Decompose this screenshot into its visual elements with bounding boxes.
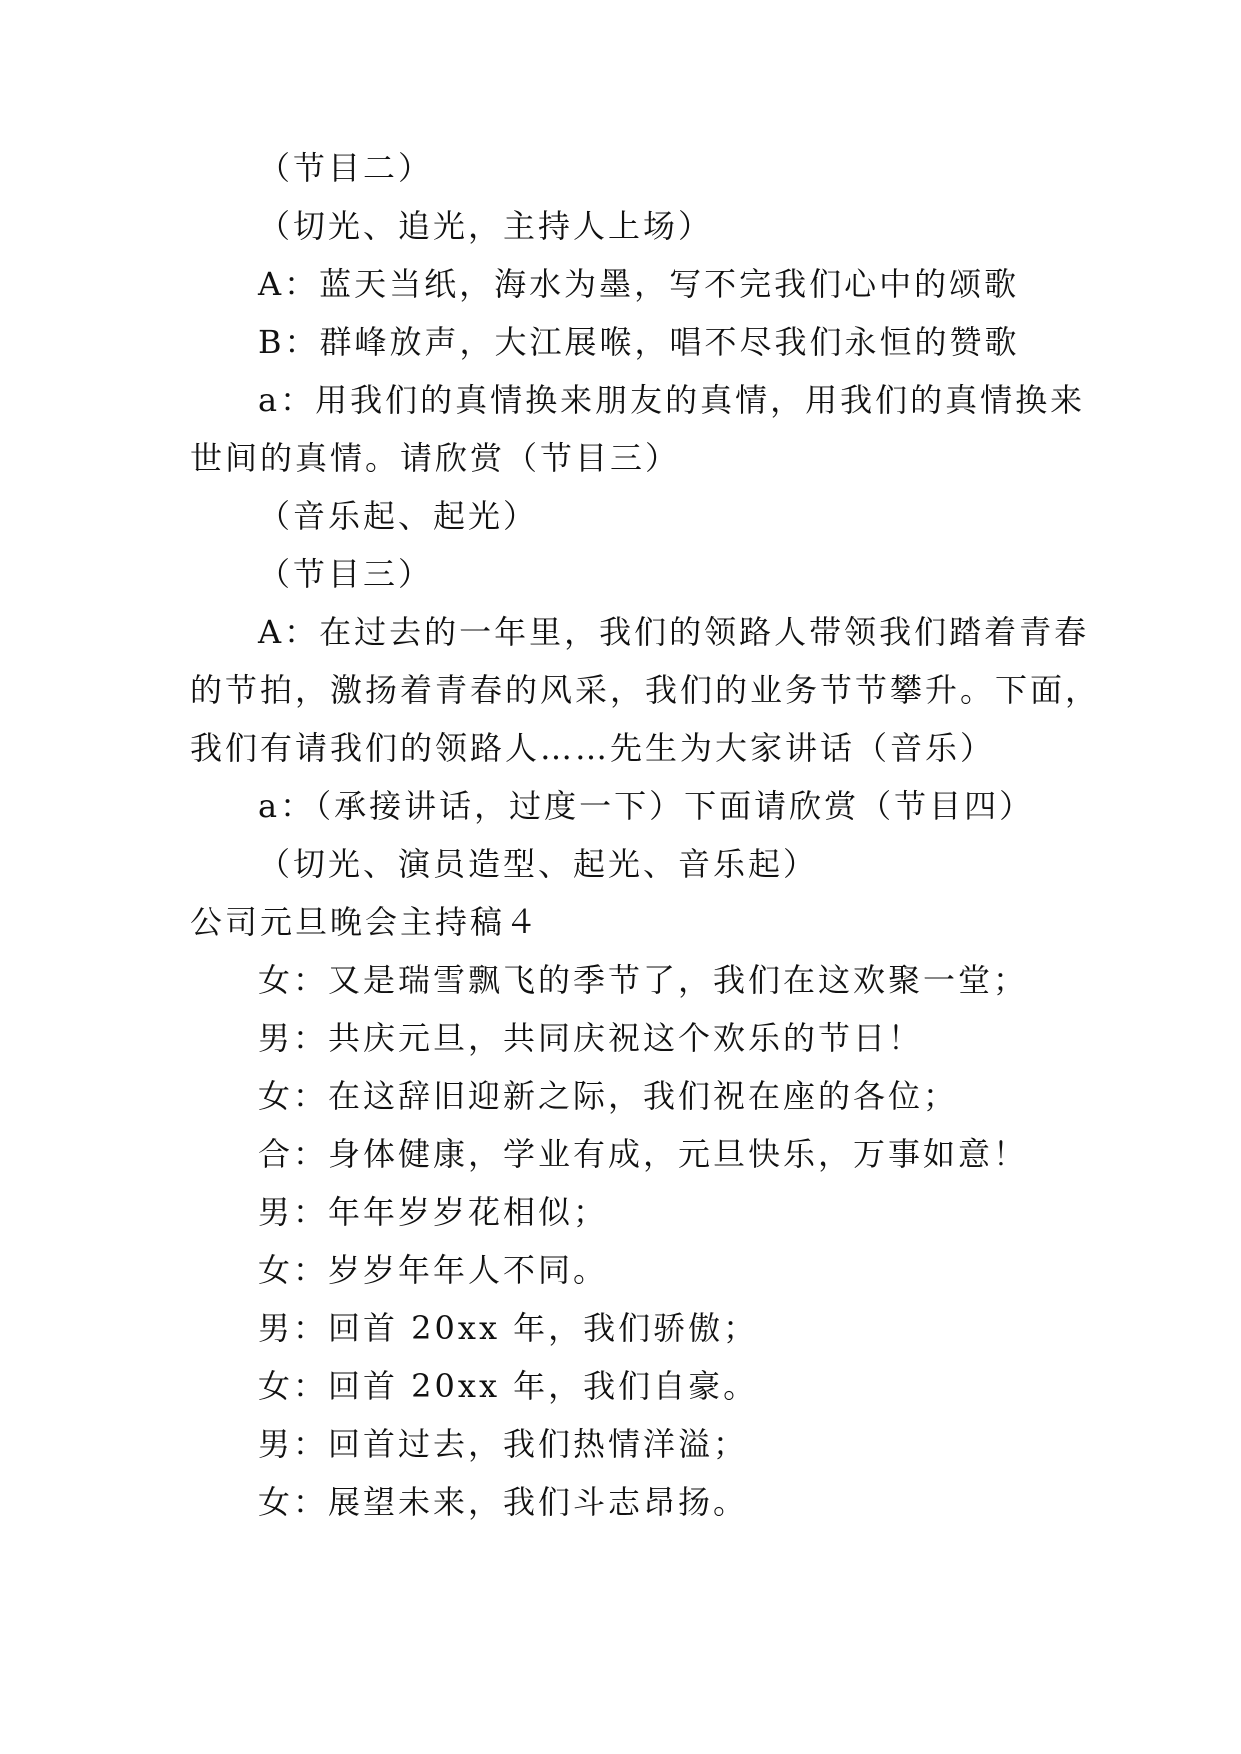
male-host-line-2: 男：年年岁岁花相似；	[258, 1193, 609, 1231]
section-heading: 公司元旦晚会主持稿４	[190, 903, 541, 941]
program-three-cue: （节目三）	[258, 555, 434, 593]
host-a-lower-transition-line: a：（承接讲话，过度一下）下面请欣赏（节目四）	[258, 787, 1035, 825]
host-a-line: A：蓝天当纸，海水为墨，写不完我们心中的颂歌	[258, 265, 1020, 303]
together-line: 合：身体健康，学业有成，元旦快乐，万事如意！	[258, 1135, 1029, 1173]
male-host-line-3: 男：回首 20xx 年，我们骄傲；	[258, 1309, 759, 1347]
female-host-line-3: 女：岁岁年年人不同。	[258, 1251, 609, 1289]
host-a-speech-line-continued-1: 的节拍，激扬着青春的风采，我们的业务节节攀升。下面，	[190, 671, 1101, 709]
lighting-cue: （切光、追光，主持人上场）	[258, 207, 714, 245]
female-host-line-4: 女：回首 20xx 年，我们自豪。	[258, 1367, 759, 1405]
male-host-line-4: 男：回首过去，我们热情洋溢；	[258, 1425, 749, 1463]
host-a-lower-line: a：用我们的真情换来朋友的真情，用我们的真情换来	[258, 381, 1086, 419]
male-host-line-1: 男：共庆元旦，共同庆祝这个欢乐的节日！	[258, 1019, 924, 1057]
host-a-lower-line-continued: 世间的真情。请欣赏（节目三）	[190, 439, 681, 477]
stage-cue: （切光、演员造型、起光、音乐起）	[258, 845, 819, 883]
program-two-cue: （节目二）	[258, 149, 434, 187]
female-host-line-2: 女：在这辞旧迎新之际，我们祝在座的各位；	[258, 1077, 959, 1115]
host-b-line: B：群峰放声，大江展喉，唱不尽我们永恒的赞歌	[258, 323, 1020, 361]
host-a-speech-line-continued-2: 我们有请我们的领路人……先生为大家讲话（音乐）	[190, 729, 996, 767]
female-host-line-1: 女：又是瑞雪飘飞的季节了，我们在这欢聚一堂；	[258, 961, 1029, 999]
female-host-line-5: 女：展望未来，我们斗志昂扬。	[258, 1483, 749, 1521]
host-a-speech-line: A：在过去的一年里，我们的领路人带领我们踏着青春	[258, 613, 1090, 651]
music-cue: （音乐起、起光）	[258, 497, 539, 535]
